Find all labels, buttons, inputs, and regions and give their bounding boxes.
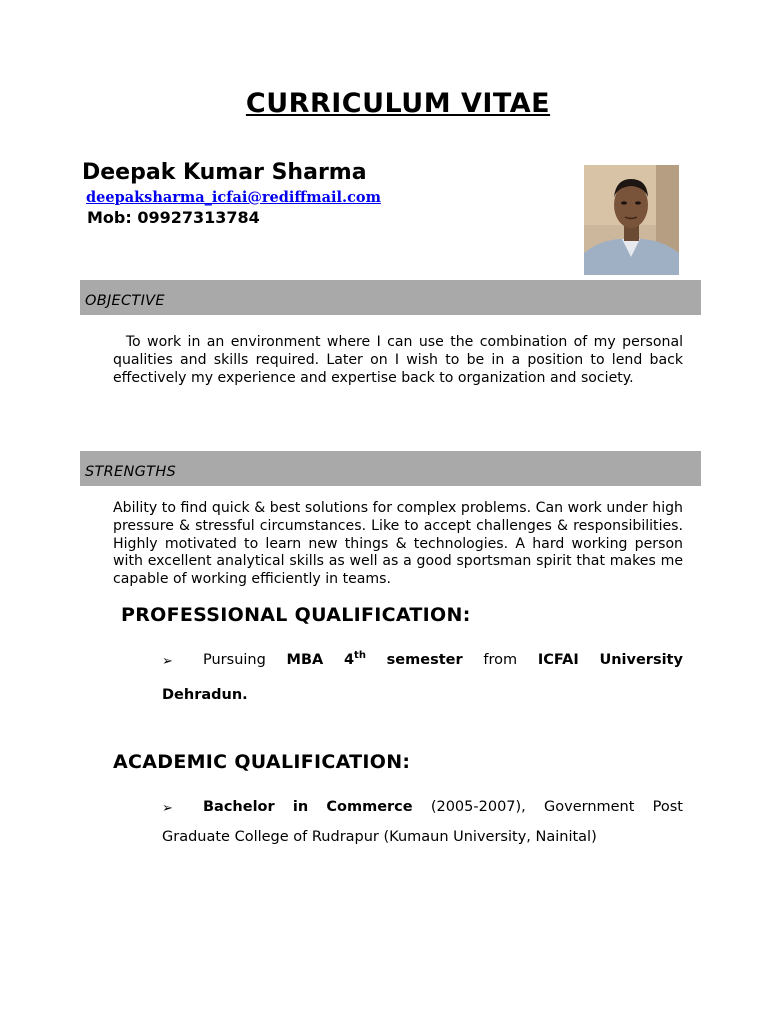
professional-word-degree: MBA [286,652,324,668]
objective-header-bar [80,280,701,315]
academic-qualification-heading: ACADEMIC QUALIFICATION: [113,751,411,773]
academic-word-degree: Bachelor [203,799,275,815]
academic-item [203,799,683,815]
academic-word-government: Government [544,799,635,815]
professional-bullet: ➢ [162,654,173,669]
academic-word-subject: Commerce [326,799,413,815]
professional-word-university: University [599,652,683,668]
objective-text: To work in an environment where I can use the combination of my personal qualities and skills required. Later on I wish to be in a position to lend back effectively my experience and expertise back to organization and society. [113,334,688,386]
academic-word-in: in [292,799,309,815]
professional-term-number: 4 [343,652,355,668]
mobile-number: Mob: 09927313784 [87,208,260,227]
academic-word-post: Post [652,799,683,815]
strengths-header-bar [80,451,701,486]
academic-item-continued: Graduate College of Rudrapur (Kumaun University, Nainital) [162,829,597,845]
professional-term-suffix: th [354,650,366,662]
professional-word-from: from [483,652,518,668]
profile-photo-image [584,165,679,275]
strengths-heading: STRENGTHS [85,464,177,480]
professional-word-term [344,652,366,668]
email-link[interactable]: deepaksharma_icfai@rediffmail.com [86,189,381,206]
professional-item-continued: Dehradun. [162,687,248,703]
professional-qualification-heading: PROFESSIONAL QUALIFICATION: [121,604,471,626]
candidate-name: Deepak Kumar Sharma [82,160,367,185]
profile-photo [584,165,679,275]
professional-item [203,652,683,668]
professional-word-semester: semester [386,652,463,668]
document-title: CURRICULUM VITAE [245,88,551,119]
professional-word-institute: ICFAI [537,652,579,668]
professional-word: Pursuing [203,652,266,668]
strengths-text: Ability to find quick & best solutions for complex problems. Can work under high pressure & stressful circumstances. Like to accept challenges & responsibilities. Highly motivated to learn new things & technologies. A hard working person with excellent analytical skills as well as a good sportsman spirit that makes me capable of working efficiently in teams. [113,500,683,588]
objective-heading: OBJECTIVE [85,293,165,309]
academic-word-years: (2005-2007), [430,799,526,815]
academic-bullet: ➢ [162,801,173,816]
